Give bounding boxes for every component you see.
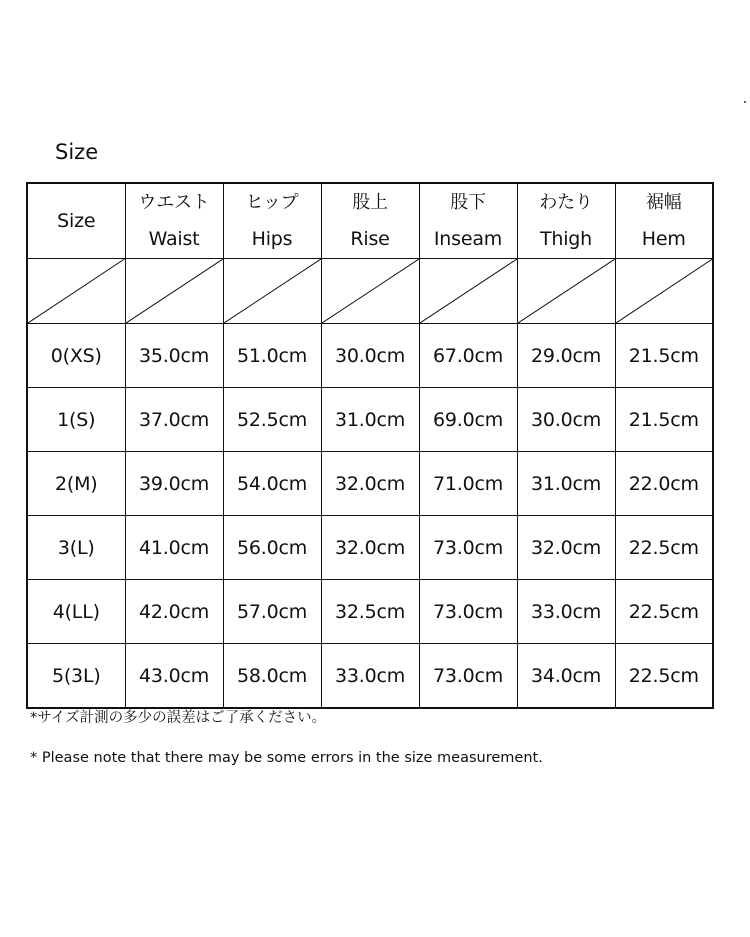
measurement-cell: 31.0cm — [321, 388, 419, 452]
diagonal-slash — [420, 259, 517, 323]
measurement-cell: 35.0cm — [125, 324, 223, 388]
measurement-cell: 32.0cm — [517, 516, 615, 580]
table-row — [27, 324, 713, 388]
measurement-cell: 69.0cm — [419, 388, 517, 452]
size-label-cell: 1(S) — [27, 388, 125, 452]
column-header-en: Hips — [251, 228, 293, 250]
measurement-cell: 30.0cm — [321, 324, 419, 388]
blank-diagonal-cell — [321, 259, 419, 324]
blank-diagonal-cell — [615, 259, 713, 324]
measurement-cell: 73.0cm — [419, 516, 517, 580]
measurement-cell: 34.0cm — [517, 644, 615, 709]
note-english: * Please note that there may be some errors in the size measurement. — [30, 750, 543, 766]
measurement-cell: 51.0cm — [223, 324, 321, 388]
stray-dot — [744, 101, 746, 103]
measurement-cell: 41.0cm — [125, 516, 223, 580]
measurement-cell: 31.0cm — [517, 452, 615, 516]
size-label-cell: 2(M) — [27, 452, 125, 516]
size-label-cell: 5(3L) — [27, 644, 125, 709]
measurement-cell: 56.0cm — [223, 516, 321, 580]
measurement-cell: 33.0cm — [517, 580, 615, 644]
measurement-cell: 21.5cm — [615, 324, 713, 388]
diagonal-slash — [518, 259, 615, 323]
diagonal-slash — [224, 259, 321, 323]
measurement-cell: 71.0cm — [419, 452, 517, 516]
measurement-cell: 37.0cm — [125, 388, 223, 452]
column-header-hips — [223, 183, 321, 259]
table-row — [27, 644, 713, 709]
measurement-cell: 33.0cm — [321, 644, 419, 709]
measurement-cell: 32.5cm — [321, 580, 419, 644]
diagonal-slash — [616, 259, 713, 323]
blank-row — [27, 259, 713, 324]
blank-diagonal-cell — [419, 259, 517, 324]
measurement-cell: 22.5cm — [615, 516, 713, 580]
measurement-cell: 57.0cm — [223, 580, 321, 644]
column-header-ja: ウエスト — [138, 192, 210, 213]
column-header-en: Waist — [148, 228, 200, 250]
measurement-cell: 32.0cm — [321, 452, 419, 516]
corner-header-cell — [27, 183, 125, 259]
measurement-cell: 22.5cm — [615, 580, 713, 644]
column-header-en: Rise — [350, 228, 390, 250]
size-label-cell: 0(XS) — [27, 324, 125, 388]
table-row — [27, 580, 713, 644]
column-header-thigh — [517, 183, 615, 259]
measurement-cell: 54.0cm — [223, 452, 321, 516]
measurement-cell: 29.0cm — [517, 324, 615, 388]
measurement-cell: 67.0cm — [419, 324, 517, 388]
header-row — [27, 183, 713, 259]
measurement-cell: 43.0cm — [125, 644, 223, 709]
column-header-rise — [321, 183, 419, 259]
column-header-ja: 股下 — [450, 192, 486, 213]
size-label-cell: 3(L) — [27, 516, 125, 580]
blank-diagonal-cell — [125, 259, 223, 324]
measurement-cell: 30.0cm — [517, 388, 615, 452]
measurement-cell: 39.0cm — [125, 452, 223, 516]
column-header-ja: わたり — [539, 192, 593, 213]
corner-label: Size — [57, 210, 96, 232]
column-header-ja: ヒップ — [245, 192, 299, 213]
page-heading: Size — [55, 140, 99, 164]
note-japanese: *サイズ計測の多少の誤差はご了承ください。 — [30, 710, 327, 726]
measurement-cell: 32.0cm — [321, 516, 419, 580]
measurement-cell: 73.0cm — [419, 644, 517, 709]
measurement-cell: 22.5cm — [615, 644, 713, 709]
diagonal-slash — [126, 259, 223, 323]
size-label-cell: 4(LL) — [27, 580, 125, 644]
diagonal-slash — [28, 259, 125, 323]
column-header-waist — [125, 183, 223, 259]
measurement-cell: 58.0cm — [223, 644, 321, 709]
blank-diagonal-cell — [517, 259, 615, 324]
diagonal-slash — [322, 259, 419, 323]
blank-diagonal-cell — [27, 259, 125, 324]
blank-diagonal-cell — [223, 259, 321, 324]
column-header-en: Thigh — [539, 228, 593, 250]
column-header-ja: 股上 — [352, 192, 388, 213]
measurement-cell: 22.0cm — [615, 452, 713, 516]
size-table — [26, 182, 714, 709]
measurement-cell: 73.0cm — [419, 580, 517, 644]
column-header-en: Hem — [641, 228, 686, 250]
column-header-en: Inseam — [433, 228, 503, 250]
column-header-ja: 裾幅 — [645, 192, 682, 213]
column-header-inseam — [419, 183, 517, 259]
table-row — [27, 452, 713, 516]
measurement-cell: 52.5cm — [223, 388, 321, 452]
measurement-cell: 21.5cm — [615, 388, 713, 452]
column-header-hem — [615, 183, 713, 259]
table-row — [27, 516, 713, 580]
table-row — [27, 388, 713, 452]
measurement-cell: 42.0cm — [125, 580, 223, 644]
